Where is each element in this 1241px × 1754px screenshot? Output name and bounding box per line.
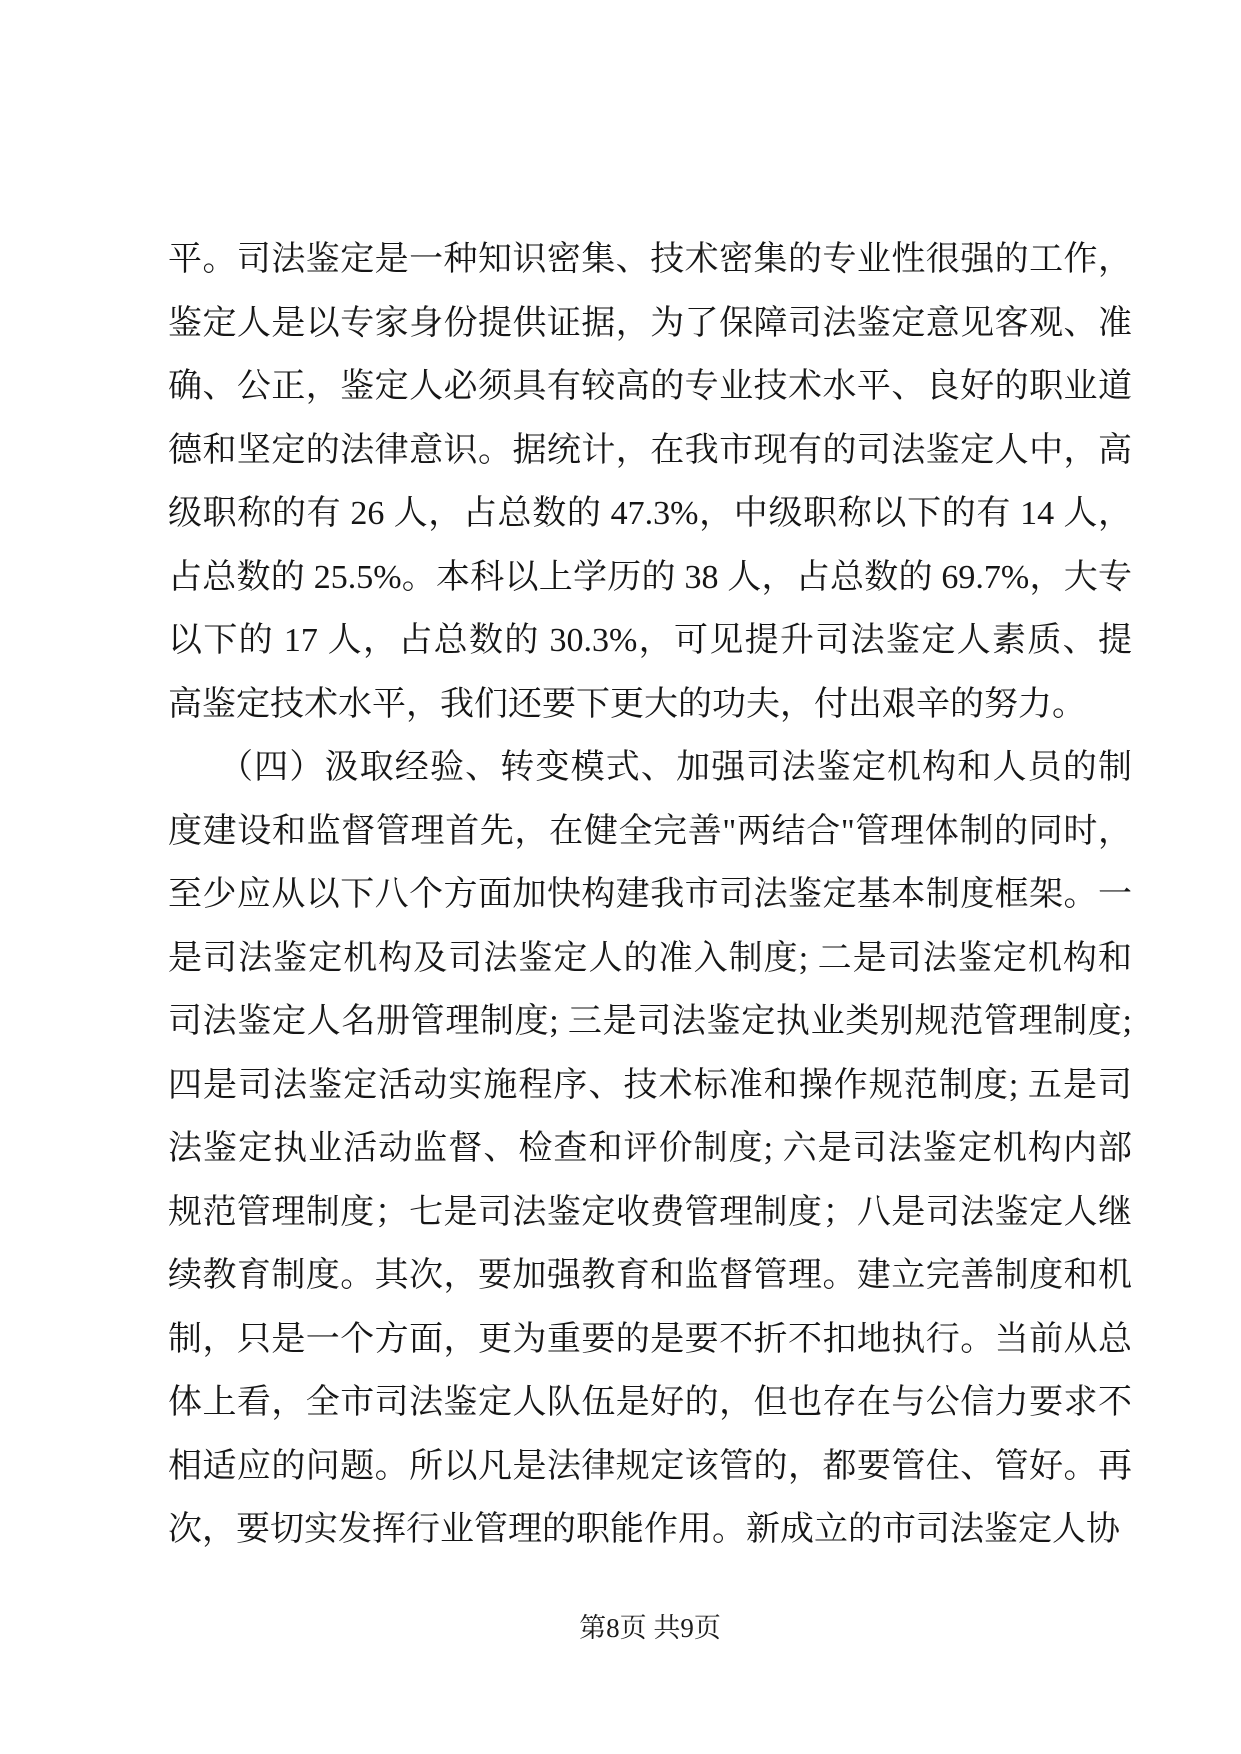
- text-line: 次，要切实发挥行业管理的职能作用。新成立的市司法鉴定人协: [168, 1511, 1120, 1548]
- text-line: 级职称的有 26 人，占总数的 47.3%，中级职称以下的有 14 人，: [168, 495, 1132, 532]
- text-line: 鉴定人是以专家身份提供证据，为了保障司法鉴定意见客观、准: [168, 304, 1132, 342]
- text-line: 确、公正，鉴定人必须具有较高的专业技术水平、良好的职业道: [168, 368, 1132, 405]
- text-line: 度建设和监督管理首先，在健全完善"两结合"管理体制的同时，: [168, 812, 1132, 850]
- text-line: 法鉴定执业活动监督、检查和评价制度; 六是司法鉴定机构内部: [168, 1130, 1132, 1167]
- text-line: 以下的 17 人，占总数的 30.3%，可见提升司法鉴定人素质、提: [168, 622, 1132, 659]
- text-line: 是司法鉴定机构及司法鉴定人的准入制度; 二是司法鉴定机构和: [168, 939, 1132, 977]
- text-line: 德和坚定的法律意识。据统计，在我市现有的司法鉴定人中，高: [168, 431, 1132, 469]
- text-line: 四是司法鉴定活动实施程序、技术标准和操作规范制度; 五是司: [168, 1066, 1132, 1104]
- text-line: 相适应的问题。所以凡是法律规定该管的，都要管住、管好。再: [168, 1447, 1132, 1485]
- text-line: 规范管理制度；七是司法鉴定收费管理制度；八是司法鉴定人继: [168, 1193, 1132, 1231]
- text-line: 司法鉴定人名册管理制度; 三是司法鉴定执业类别规范管理制度;: [168, 1003, 1132, 1040]
- text-line: 体上看，全市司法鉴定人队伍是好的，但也存在与公信力要求不: [168, 1384, 1132, 1421]
- text-line: 续教育制度。其次，要加强教育和监督管理。建立完善制度和机: [168, 1257, 1132, 1294]
- text-line: （四）汲取经验、转变模式、加强司法鉴定机构和人员的制: [219, 749, 1132, 786]
- text-line: 制，只是一个方面，更为重要的是要不折不扣地执行。当前从总: [168, 1320, 1132, 1358]
- text-line: 至少应从以下八个方面加快构建我市司法鉴定基本制度框架。一: [168, 876, 1132, 913]
- text-line: 平。司法鉴定是一种知识密集、技术密集的专业性很强的工作，: [168, 241, 1132, 278]
- text-line: 高鉴定技术水平，我们还要下更大的功夫，付出艰辛的努力。: [168, 685, 1086, 723]
- page-number: 第8页 共9页: [579, 1613, 721, 1643]
- text-line: 占总数的 25.5%。本科以上学历的 38 人，占总数的 69.7%，大专: [168, 558, 1132, 596]
- document-body: [168, 228, 1132, 1562]
